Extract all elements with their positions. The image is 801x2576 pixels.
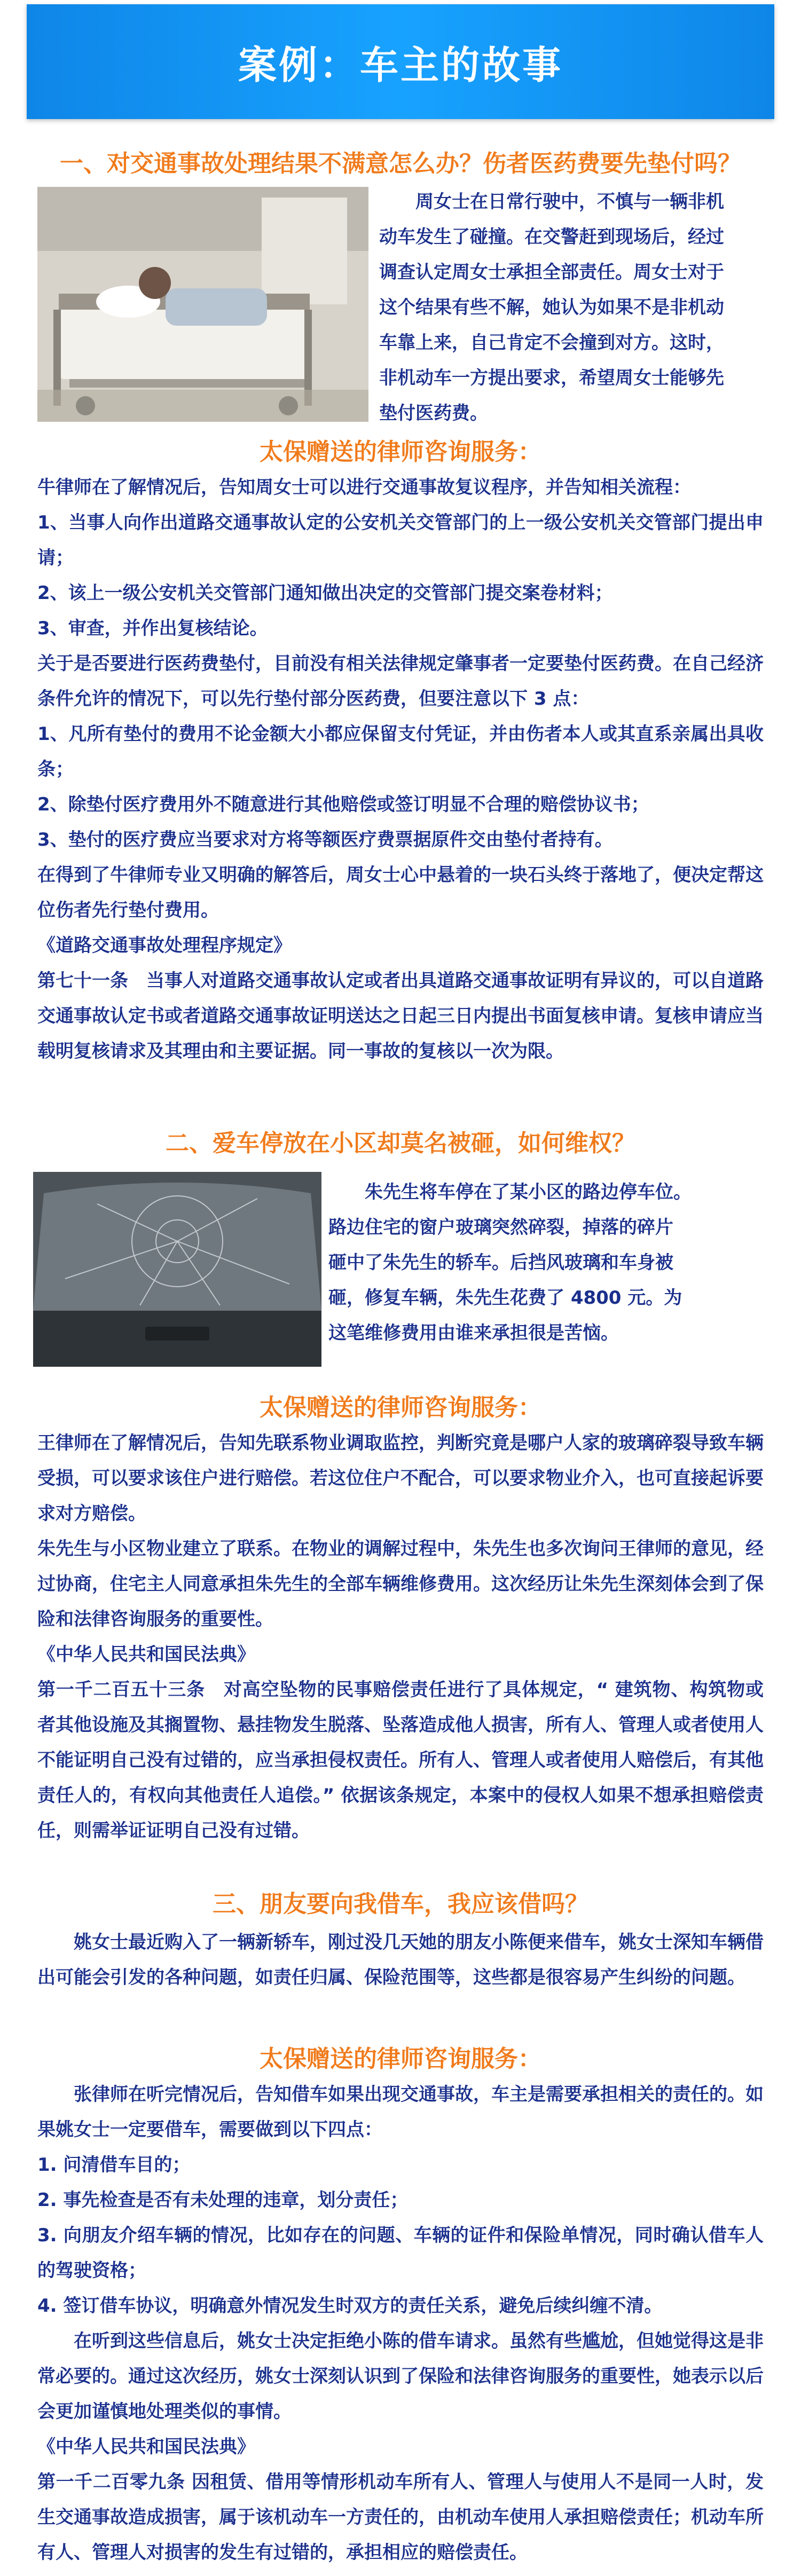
intro-line: 非机动车一方提出要求，希望周女士能够先	[379, 367, 724, 389]
paragraph: 关于是否要进行医药费垫付，目前没有相关法律规定肇事者一定要垫付医药费。在自己经济条件允许的情况下，可以先行垫付部分医药费，但要注意以下 3 点：	[37, 653, 764, 710]
paragraph: 3、审查，并作出复核结论。	[37, 618, 268, 639]
intro-line: 车靠上来，自己肯定不会撞到对方。这时，	[379, 332, 724, 353]
paragraph: 张律师在听完情况后，告知借车如果出现交通事故，车主是需要承担相关的责任的。如果姚女士一定要借车，需要做到以下四点：	[37, 2084, 764, 2140]
section1-body	[37, 470, 764, 1069]
header-banner	[27, 4, 774, 119]
paragraph: 1、当事人向作出道路交通事故认定的公安机关交管部门的上一级公安机关交管部门提出申请；	[37, 512, 764, 569]
broken-windshield-image	[33, 1172, 321, 1367]
paragraph: 朱先生与小区物业建立了联系。在物业的调解过程中，朱先生也多次询问王律师的意见，经过协商，住宅主人同意承担朱先生的全部车辆维修费用。这次经历让朱先生深刻体会到了保险和法律咨询服务的重要性。	[37, 1538, 764, 1630]
section1-title: 一、对交通事故处理结果不满意怎么办？伤者医药费要先垫付吗？	[60, 150, 741, 177]
paragraph: 姚女士最近购入了一辆新轿车，刚过没几天她的朋友小陈便来借车，姚女士深知车辆借出可能会引发的各种问题，如责任归属、保险范围等，这些都是很容易产生纠纷的问题。	[37, 1932, 764, 1988]
intro-line: 这个结果有些不解，她认为如果不是非机动	[379, 297, 724, 318]
law-article: 第一千二百零九条 因租赁、借用等情形机动车所有人、管理人与使用人不是同一人时，发生交通事故造成损害，属于该机动车一方责任的，由机动车使用人承担赔偿责任；机动车所有人、管理人对损害的发生有过错的，承担相应的赔偿责任。	[37, 2471, 764, 2563]
paragraph: 2. 事先检查是否有未处理的违章，划分责任；	[37, 2189, 409, 2211]
paragraph: 王律师在了解情况后，告知先联系物业调取监控，判断究竟是哪户人家的玻璃碎裂导致车辆受损，可以要求该住户进行赔偿。若这位住户不配合，可以要求物业介入，也可直接起诉要求对方赔偿。	[37, 1432, 764, 1524]
paragraph: 4. 签订借车协议，明确意外情况发生时双方的责任关系，避免后续纠缠不清。	[37, 2295, 663, 2317]
section2-intro	[328, 1175, 766, 1351]
law-title: 《道路交通事故处理程序规定》	[37, 935, 292, 956]
intro-line: 这笔维修费用由谁来承担很是苦恼。	[328, 1322, 619, 1344]
section3-service-title: 太保赠送的律师咨询服务：	[260, 2045, 541, 2073]
intro-line: 动车发生了碰撞。在交警赶到现场后，经过	[379, 226, 724, 248]
paragraph: 在听到这些信息后，姚女士决定拒绝小陈的借车请求。虽然有些尴尬，但她觉得这是非常必要的。通过这次经历，姚女士深刻认识到了保险和法律咨询服务的重要性，她表示以后会更加谨慎地处理类似的事情。	[37, 2330, 764, 2422]
paragraph: 3、垫付的医疗费应当要求对方将等额医疗费票据原件交由垫付者持有。	[37, 829, 613, 850]
intro-line: 垫付医药费。	[379, 403, 488, 424]
paragraph: 1、凡所有垫付的费用不论金额大小都应保留支付凭证，并由伤者本人或其直系亲属出具收条；	[37, 723, 764, 780]
paragraph: 2、除垫付医疗费用外不随意进行其他赔偿或签订明显不合理的赔偿协议书；	[37, 794, 649, 815]
intro-line: 路边住宅的窗户玻璃突然碎裂，掉落的碎片	[328, 1217, 673, 1238]
car-photo	[33, 1172, 321, 1367]
section1-intro	[379, 184, 764, 431]
section2-service-title: 太保赠送的律师咨询服务：	[260, 1394, 541, 1421]
law-article: 第七十一条 当事人对道路交通事故认定或者出具道路交通事故证明有异议的，可以自道路交通事故认定书或者道路交通事故证明送达之日起三日内提出书面复核申请。复核申请应当载明复核请求及其理由和主要证据。同一事故的复核以一次为限。	[37, 970, 764, 1062]
law-article: 第一千二百五十三条 对高空坠物的民事赔偿责任进行了具体规定，“ 建筑物、构筑物或者其他设施及其搁置物、悬挂物发生脱落、坠落造成他人损害，所有人、管理人或者使用人不能证明自己没有过错的，应当承担侵权责任。所有人、管理人或者使用人赔偿后，有其他责任人的，有权向其他责任人追偿。” 依据该条规定，本案中的侵权人如果不想承担赔偿责任，则需举证证明自己没有过错。	[37, 1679, 764, 1841]
paragraph: 3. 向朋友介绍车辆的情况，比如存在的问题、车辆的证件和保险单情况，同时确认借车人的驾驶资格；	[37, 2225, 764, 2281]
intro-line: 砸中了朱先生的轿车。后挡风玻璃和车身被	[328, 1252, 673, 1273]
paragraph: 牛律师在了解情况后，告知周女士可以进行交通事故复议程序，并告知相关流程：	[37, 477, 691, 498]
intro-line: 砸，修复车辆，朱先生花费了 4800 元。为	[328, 1287, 682, 1309]
section2-body	[37, 1425, 764, 1848]
section2-title: 二、爱车停放在小区却莫名被砸，如何维权？	[166, 1130, 635, 1157]
intro-line: 周女士在日常行驶中，不慎与一辆非机	[415, 191, 724, 212]
hospital-photo	[37, 187, 368, 422]
hospital-bed-image	[37, 187, 368, 422]
law-title: 《中华人民共和国民法典》	[37, 2436, 255, 2457]
intro-line: 朱先生将车停在了某小区的路边停车位。	[365, 1181, 692, 1203]
section3-intro	[37, 1925, 764, 1995]
intro-line: 调查认定周女士承担全部责任。周女士对于	[379, 262, 724, 283]
paragraph: 1. 问清借车目的；	[37, 2154, 191, 2176]
section3-title: 三、朋友要向我借车，我应该借吗？	[213, 1890, 588, 1918]
section3-body	[37, 2077, 764, 2570]
banner-title: 案例：车主的故事	[238, 42, 563, 88]
paragraph: 2、该上一级公安机关交管部门通知做出决定的交管部门提交案卷材料；	[37, 582, 613, 604]
law-title: 《中华人民共和国民法典》	[37, 1644, 255, 1665]
paragraph: 在得到了牛律师专业又明确的解答后，周女士心中悬着的一块石头终于落地了，便决定帮这位伤者先行垫付费用。	[37, 864, 764, 921]
section1-service-title: 太保赠送的律师咨询服务：	[260, 438, 541, 466]
